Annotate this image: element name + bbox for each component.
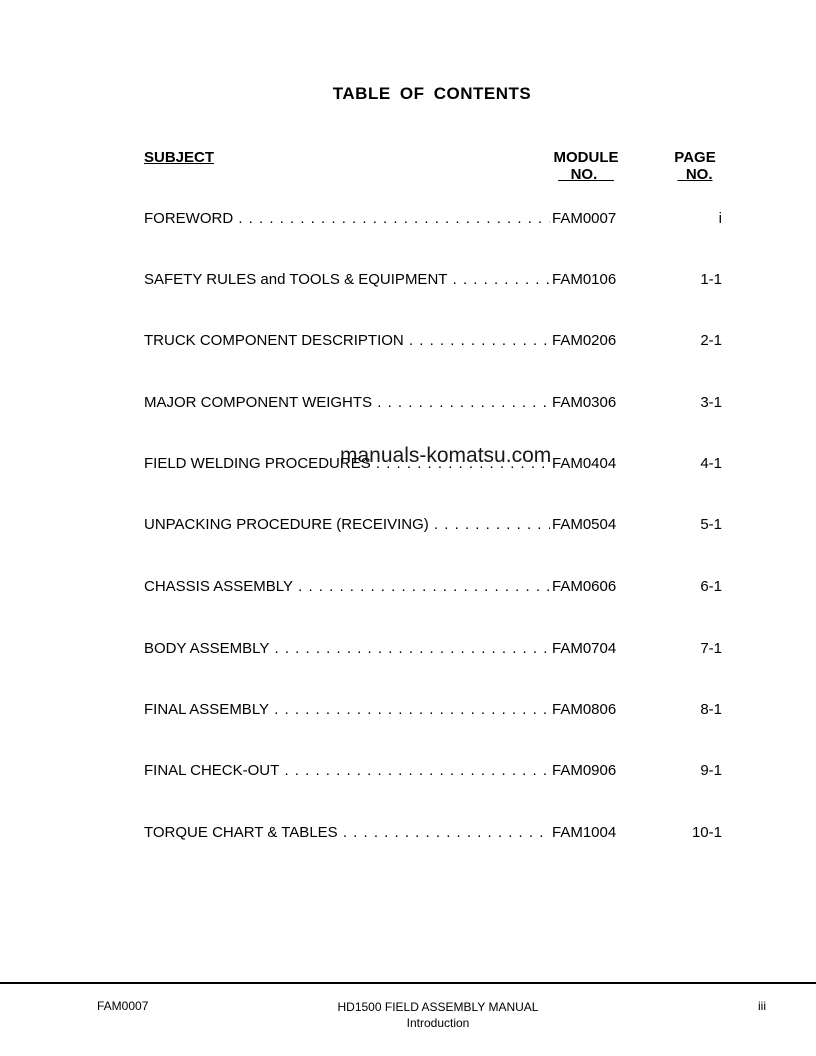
toc-entry-module: FAM0404 [552, 455, 617, 472]
toc-entry-page: 3-1 [700, 394, 722, 411]
toc-entry-page: 1-1 [700, 271, 722, 288]
toc-entry-subject: TORQUE CHART & TABLES . . . [144, 824, 550, 841]
toc-entry-module: FAM0606 [552, 578, 617, 595]
toc-entry-subject: FINAL CHECK-OUT . . . [144, 762, 550, 779]
toc-entry[interactable] [144, 701, 722, 719]
toc-entry[interactable] [144, 824, 722, 842]
module-column-header [548, 149, 624, 183]
toc-entry-page: 6-1 [700, 578, 722, 595]
page-column-header [668, 149, 722, 183]
toc-entry-module: FAM1004 [552, 824, 617, 841]
subject-column-header: SUBJECT [144, 149, 215, 166]
toc-entry-module: FAM0806 [552, 701, 617, 718]
toc-entry-subject: FIELD WELDING PROCEDURES . . . [144, 455, 550, 472]
toc-entry[interactable] [144, 394, 722, 412]
toc-entry-subject: BODY ASSEMBLY . . . [144, 640, 550, 657]
toc-entry-subject: FOREWORD . . . [144, 210, 550, 227]
toc-entry[interactable] [144, 640, 722, 658]
footer-title-line1: HD1500 FIELD ASSEMBLY MANUAL [337, 1000, 539, 1014]
toc-entry[interactable] [144, 210, 722, 228]
toc-entry-page: 8-1 [700, 701, 722, 718]
toc-entry-page: 7-1 [700, 640, 722, 657]
module-header-line2: NO. [570, 166, 598, 183]
toc-entry[interactable] [144, 516, 722, 534]
toc-entry-subject: UNPACKING PROCEDURE (RECEIVING) . . . [144, 516, 550, 533]
toc-entry-module: FAM0106 [552, 271, 617, 288]
toc-entry-subject: FINAL ASSEMBLY . . . [144, 701, 550, 718]
toc-entry-subject: SAFETY RULES and TOOLS & EQUIPMENT . . . [144, 271, 550, 288]
footer-manual-title [0, 999, 816, 1031]
toc-entry[interactable] [144, 332, 722, 350]
page-title: TABLE OF CONTENTS [332, 84, 532, 103]
toc-entry-subject: TRUCK COMPONENT DESCRIPTION . . . [144, 332, 550, 349]
toc-entry-subject: MAJOR COMPONENT WEIGHTS . . . [144, 394, 550, 411]
footer-title-line2: Introduction [406, 1016, 470, 1030]
toc-entry-page: 2-1 [700, 332, 722, 349]
page-header-line1: PAGE [674, 149, 716, 166]
toc-entry-page: 5-1 [700, 516, 722, 533]
footer-page-number: iii [758, 999, 766, 1013]
page-header-line2: NO. [685, 166, 713, 183]
toc-entry-module: FAM0206 [552, 332, 617, 349]
toc-entry[interactable] [144, 271, 722, 289]
toc-entry[interactable] [144, 762, 722, 780]
toc-entry-page: 9-1 [700, 762, 722, 779]
module-header-line1: MODULE [553, 149, 619, 166]
toc-entry-module: FAM0007 [552, 210, 617, 227]
toc-entry-module: FAM0306 [552, 394, 617, 411]
toc-entry[interactable] [144, 578, 722, 596]
toc-entry-module: FAM0906 [552, 762, 617, 779]
toc-entry-page: 10-1 [691, 824, 722, 841]
toc-entry-page: i [718, 210, 722, 227]
watermark-text: manuals-komatsu.com [340, 444, 552, 467]
toc-entry-page: 4-1 [700, 455, 722, 472]
toc-entry-subject: CHASSIS ASSEMBLY . . . [144, 578, 550, 595]
footer-module-code: FAM0007 [97, 999, 149, 1013]
toc-entry-module: FAM0504 [552, 516, 617, 533]
toc-entry-module: FAM0704 [552, 640, 617, 657]
footer-divider [0, 982, 816, 984]
